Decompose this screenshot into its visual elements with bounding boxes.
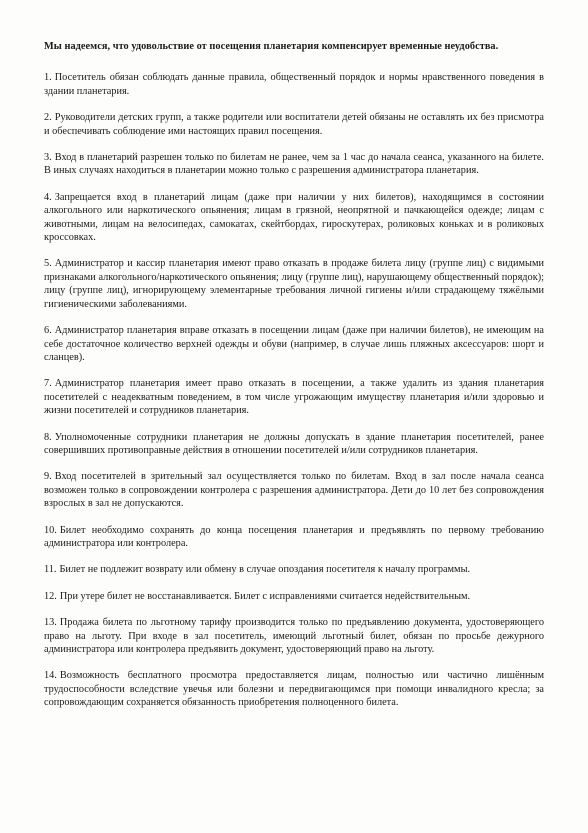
rule-text: Билет необходимо сохранять до конца посещения планетария и предъявлять по первому требованию администратора или контролера. <box>44 524 544 549</box>
rule-number: 3. <box>44 152 52 164</box>
rule-number: 10. <box>44 524 57 536</box>
rule-item <box>44 71 544 98</box>
rule-text: Запрещается вход в планетарий лицам (даже при наличии у них билетов), находящимся в состоянии алкогольного или наркотического опьянения; лицам в грязной, неопрятной и пачкающейся одежде; лицам с животными, лицам на велосипедах, самокатах, скейтбордах, гироскутерах, роликовых коньках и в роликовых кроссовках. <box>44 191 544 244</box>
intro-paragraph: Мы надеемся, что удовольствие от посещения планетария компенсирует временные неудобства. <box>44 41 499 52</box>
rule-text: Администратор и кассир планетария имеют право отказать в продаже билета лицу (группе лиц) с видимыми признаками алкогольного/наркотического опьянения; лицу (группе лиц), нарушающему общественный порядок); лицу (группе лиц), игнорирующему элементарные требования личной гигиены и/или страдающему тяжёлыми гигиеническими заболеваниями. <box>44 258 544 310</box>
rule-number: 8. <box>44 431 52 443</box>
rule-text: Администратор планетария имеет право отказать в посещении, а также удалить из здания планетария посетителей с неадекватным поведением, в том числе угрожающим имуществу планетария и/или здоровью и жизни посетителей и сотрудников планетария. <box>44 378 544 417</box>
rule-text: Вход в планетарий разрешен только по билетам не ранее, чем за 1 час до начала сеанса, указанного на билете. В иных случаях находиться в планетарии можно только с разрешения администратора планетария. <box>44 152 544 177</box>
document-body <box>44 40 544 710</box>
rule-number: 13. <box>44 617 57 629</box>
rule-text: Посетитель обязан соблюдать данные правила, общественный порядок и нормы нравственного поведения в здании планетария. <box>44 72 544 97</box>
rule-item <box>44 377 544 417</box>
rule-item <box>44 257 544 311</box>
rule-number: 2. <box>44 112 52 124</box>
rule-number: 5. <box>44 258 52 270</box>
rule-item <box>44 431 544 458</box>
rule-number: 14. <box>44 670 57 682</box>
rule-item <box>44 616 544 656</box>
rule-number: 7. <box>44 378 52 390</box>
rule-text: Возможность бесплатного просмотра предоставляется лицам, полностью или частично лишённым трудоспособности вследствие увечья или болезни и передвигающимся при помощи инвалидного кресла; за сопровождающим сохраняется обязанность приобретения полноценного билета. <box>44 670 544 709</box>
rule-text: Вход посетителей в зрительный зал осуществляется только по билетам. Вход в зал после начала сеанса возможен только в сопровождении контролера с разрешения администратора. Дети до 10 лет без сопровождения взрослых в зал не допускаются. <box>44 471 544 510</box>
rule-text: Билет не подлежит возврату или обмену в случае опоздания посетителя к началу программы. <box>59 564 471 576</box>
rule-number: 4. <box>44 191 52 203</box>
rule-item <box>44 524 544 551</box>
rule-item <box>44 191 544 245</box>
rule-text: Администратор планетария вправе отказать в посещении лицам (даже при наличии билетов), не имеющим на себе достаточное количество верхней одежды и обуви (например, в случае лишь пляжных аксессуаров: шорт и сланцев). <box>44 325 544 363</box>
rule-item <box>44 470 544 510</box>
rule-number: 6. <box>44 325 52 337</box>
rule-text: При утере билет не восстанавливается. Билет с исправлениями считается недействительным. <box>59 590 471 602</box>
rule-text: Руководители детских групп, а также родители или воспитатели детей обязаны не оставлять их без присмотра и обеспечивать соблюдение ими настоящих правил посещения. <box>44 112 544 137</box>
rule-item <box>44 563 544 576</box>
rule-number: 9. <box>44 471 52 483</box>
rule-item <box>44 324 544 364</box>
rule-text: Продажа билета по льготному тарифу производится только по предъявлению документа, удостоверяющего право на льготу. При входе в зал посетитель, имеющий льготный билет, обязан по просьбе дежурного администратора или контролера предъявить документ, удостоверяющий право на льготу. <box>44 617 544 655</box>
rule-item <box>44 669 544 709</box>
rule-item <box>44 151 544 178</box>
rule-item <box>44 590 544 603</box>
rule-item <box>44 111 544 138</box>
rule-number: 1. <box>44 72 52 84</box>
rule-number: 12. <box>44 590 57 602</box>
rule-number: 11. <box>44 564 57 576</box>
rule-text: Уполномоченные сотрудники планетария не должны допускать в здание планетария посетителей, ранее совершивших противоправные действия в отношении посетителей и/или сотрудников планетария. <box>44 431 544 456</box>
